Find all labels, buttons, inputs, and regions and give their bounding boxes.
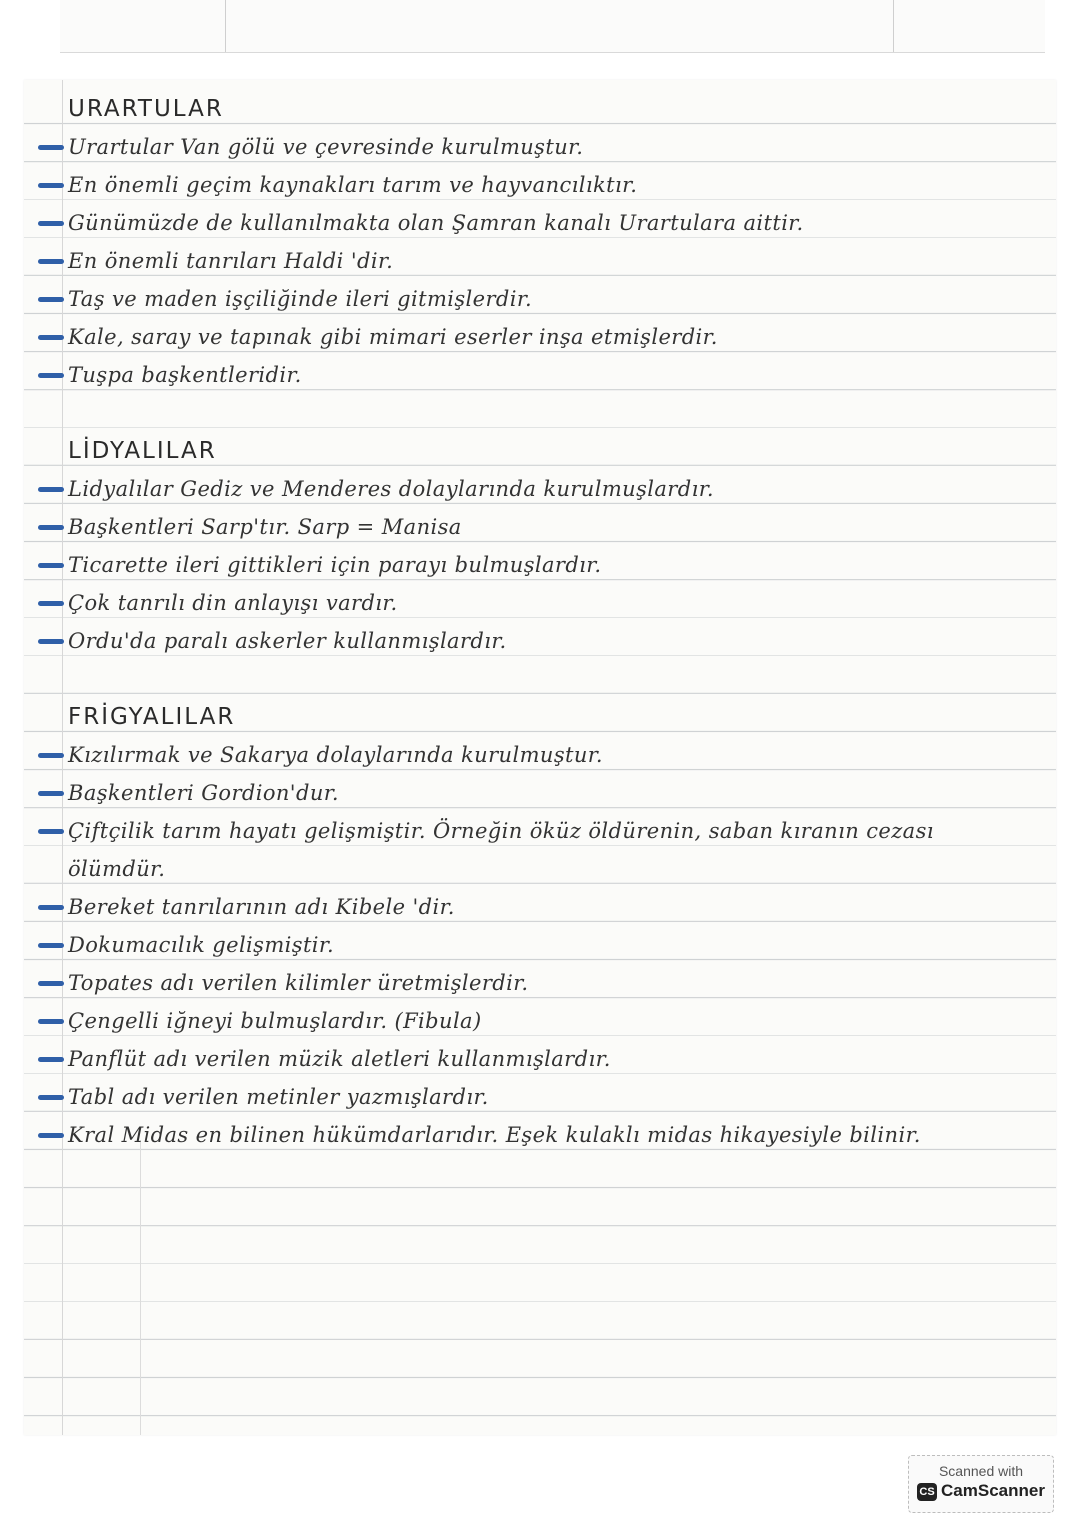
note-text: Tabl adı verilen metinler yazmışlardır. <box>68 1085 489 1109</box>
note-line-continuation <box>20 850 1030 888</box>
note-text: Çiftçilik tarım hayatı gelişmiştir. Örneğin öküz öldürenin, saban kıranın cezası <box>68 819 934 843</box>
note-text: Başkentleri Gordion'dur. <box>68 781 339 805</box>
note-line <box>20 1040 1030 1078</box>
bullet-mark <box>38 1057 64 1062</box>
note-line <box>20 964 1030 1002</box>
note-line <box>20 242 1030 280</box>
scanner-caption: Scanned with <box>938 1463 1024 1479</box>
note-line <box>20 318 1030 356</box>
bullet-mark <box>38 905 64 910</box>
note-text: En önemli tanrıları Haldi 'dir. <box>68 249 394 273</box>
note-line <box>20 280 1030 318</box>
bullet-mark <box>38 487 64 492</box>
note-line <box>20 1002 1030 1040</box>
bullet-mark <box>38 753 64 758</box>
note-text: Çok tanrılı din anlayışı vardır. <box>68 591 398 615</box>
note-line <box>20 166 1030 204</box>
note-text: Lidyalılar Gediz ve Menderes dolaylarında kurulmuşlardır. <box>68 477 714 501</box>
note-text: Kızılırmak ve Sakarya dolaylarında kurulmuştur. <box>68 743 603 767</box>
note-text: Günümüzde de kullanılmakta olan Şamran kanalı Urartulara aittir. <box>68 211 804 235</box>
note-line <box>20 508 1030 546</box>
bullet-mark <box>38 1095 64 1100</box>
note-text: Taş ve maden işçiliğinde ileri gitmişlerdir. <box>68 287 533 311</box>
notes-content <box>20 90 1030 1154</box>
note-text: Ticarette ileri gittikleri için parayı bulmuşlardır. <box>68 553 602 577</box>
bullet-mark <box>38 639 64 644</box>
note-line <box>20 204 1030 242</box>
note-line <box>20 926 1030 964</box>
note-line <box>20 774 1030 812</box>
note-text: Topates adı verilen kilimler üretmişlerdir. <box>68 971 529 995</box>
scanner-brand-text: CamScanner <box>941 1481 1045 1500</box>
camscanner-logo-icon: CS <box>917 1483 937 1501</box>
note-line <box>20 356 1030 394</box>
note-text: Başkentleri Sarp'tır. Sarp = Manisa <box>68 515 462 539</box>
note-text: Tuşpa başkentleridir. <box>68 363 302 387</box>
note-text: Panflüt adı verilen müzik aletleri kullanmışlardır. <box>68 1047 611 1071</box>
note-text: ölümdür. <box>68 857 166 881</box>
section-gap <box>20 660 1030 698</box>
section-title-urartular: URARTULAR <box>68 96 224 122</box>
bullet-mark <box>38 943 64 948</box>
bullet-mark <box>38 221 64 226</box>
note-line <box>20 888 1030 926</box>
bullet-mark <box>38 183 64 188</box>
bullet-mark <box>38 1019 64 1024</box>
note-line <box>20 1116 1030 1154</box>
note-text: Bereket tanrılarının adı Kibele 'dir. <box>68 895 455 919</box>
note-text: Çengelli iğneyi bulmuşlardır. (Fibula) <box>68 1009 482 1033</box>
bullet-mark <box>38 525 64 530</box>
note-line <box>20 812 1030 850</box>
camscanner-watermark <box>908 1455 1054 1513</box>
bullet-mark <box>38 829 64 834</box>
bullet-mark <box>38 1133 64 1138</box>
note-text: En önemli geçim kaynakları tarım ve hayvancılıktır. <box>68 173 638 197</box>
page-margin-line-lower <box>140 1140 141 1435</box>
bullet-mark <box>38 259 64 264</box>
bullet-mark <box>38 373 64 378</box>
bullet-mark <box>38 601 64 606</box>
note-line <box>20 584 1030 622</box>
note-text: Kale, saray ve tapınak gibi mimari eserler inşa etmişlerdir. <box>68 325 718 349</box>
note-text: Urartular Van gölü ve çevresinde kurulmuştur. <box>68 135 584 159</box>
note-line <box>20 736 1030 774</box>
section-gap <box>20 394 1030 432</box>
bullet-mark <box>38 145 64 150</box>
note-text: Ordu'da paralı askerler kullanmışlardır. <box>68 629 507 653</box>
note-text: Kral Midas en bilinen hükümdarlarıdır. Eşek kulaklı midas hikayesiyle bilinir. <box>68 1123 921 1147</box>
bullet-mark <box>38 297 64 302</box>
note-line <box>20 546 1030 584</box>
strip-margin-line-right <box>893 0 894 52</box>
section-title-frigyalilar: FRİGYALILAR <box>68 704 236 730</box>
note-line <box>20 622 1030 660</box>
note-line <box>20 470 1030 508</box>
bullet-mark <box>38 981 64 986</box>
strip-margin-line <box>225 0 226 52</box>
previous-page-strip <box>60 0 1045 53</box>
section-title-lidyalilar: LİDYALILAR <box>68 438 217 464</box>
note-text: Dokumacılık gelişmiştir. <box>68 933 335 957</box>
bullet-mark <box>38 563 64 568</box>
scanner-brand <box>909 1481 1053 1501</box>
note-line <box>20 1078 1030 1116</box>
bullet-mark <box>38 791 64 796</box>
bullet-mark <box>38 335 64 340</box>
note-line <box>20 128 1030 166</box>
